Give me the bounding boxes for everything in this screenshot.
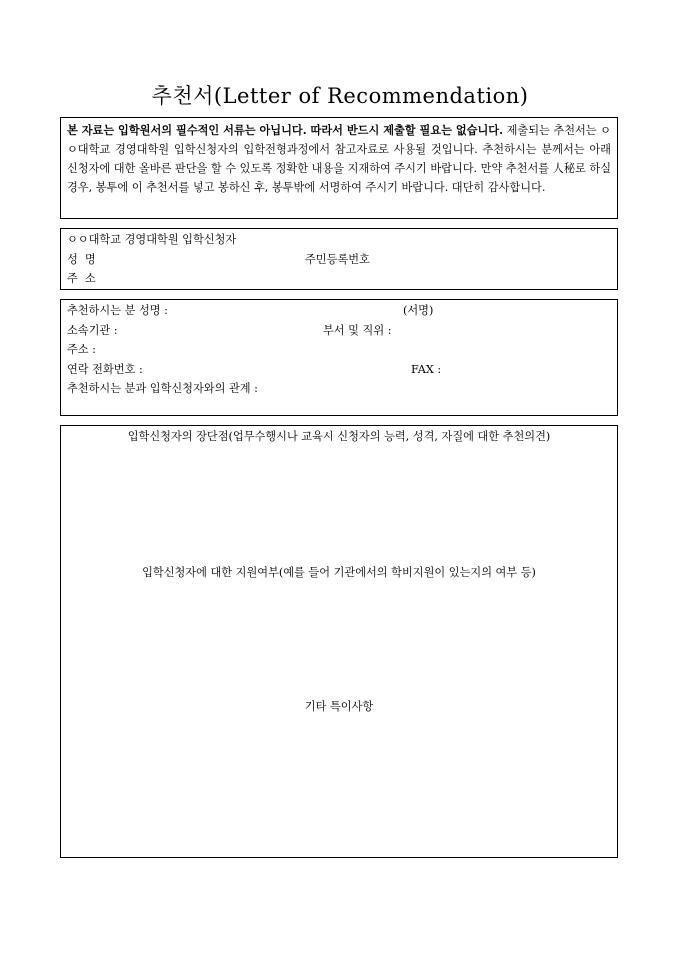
notice-box <box>60 117 618 219</box>
notice-bold-text: 본 자료는 입학원서의 필수적인 서류는 아닙니다. 따라서 반드시 제출할 필요는 없습니다. <box>67 123 503 137</box>
organization-field[interactable]: 소속기관 : <box>67 323 118 337</box>
opinion-section[interactable] <box>60 425 618 858</box>
phone-field[interactable]: 연락 전화번호 : <box>67 362 143 376</box>
fax-field[interactable]: FAX : <box>411 362 442 376</box>
recommender-name-field[interactable]: 추천하시는 분 성명 : <box>67 304 168 317</box>
strengths-label: 입학신청자의 장단점(업무수행시나 교육시 신청자의 능력, 성격, 자질에 대한 추천의견) <box>127 430 551 443</box>
recommender-address-field[interactable]: 주소 : <box>67 343 96 356</box>
page-title: 추천서(Letter of Recommendation) <box>151 84 529 108</box>
recommender-section <box>60 299 618 416</box>
applicant-name-field[interactable]: 성 명 <box>67 252 96 266</box>
applicant-section <box>60 228 618 290</box>
relationship-field[interactable]: 추천하시는 분과 입학신청자와의 관계 : <box>67 382 258 395</box>
signature-field[interactable]: (서명) <box>403 304 434 317</box>
applicant-header: ㅇㅇ대학교 경영대학원 입학신청자 <box>67 233 237 246</box>
applicant-address-field[interactable]: 주 소 <box>67 272 96 285</box>
other-remarks-label: 기타 특이사항 <box>304 700 374 713</box>
notice-body-text: 제출되는 추천서는 ㅇㅇ대학교 경영대학원 입학신청자의 입학전형과정에서 참고자료로 사용될 것입니다. 추천하시는 분께서는 아래 신청자에 대한 올바른 판단을 할 수 있도록 정확한 내용을 지재하여 주시기 바랍니다. 만약 추천서를 人秘로 하실 경우, 봉투에 이 추천서를 넣고 봉하신 후, 봉투밖에 서명하여 주시기 바랍니다. 대단히 감사합니다. <box>67 124 611 194</box>
department-position-field[interactable]: 부서 및 직위 : <box>323 323 392 337</box>
support-label: 입학신청자에 대한 지원여부(예를 들어 기관에서의 학비지원이 있는지의 여부 등) <box>142 566 536 579</box>
applicant-id-field[interactable]: 주민등록번호 <box>305 252 370 266</box>
